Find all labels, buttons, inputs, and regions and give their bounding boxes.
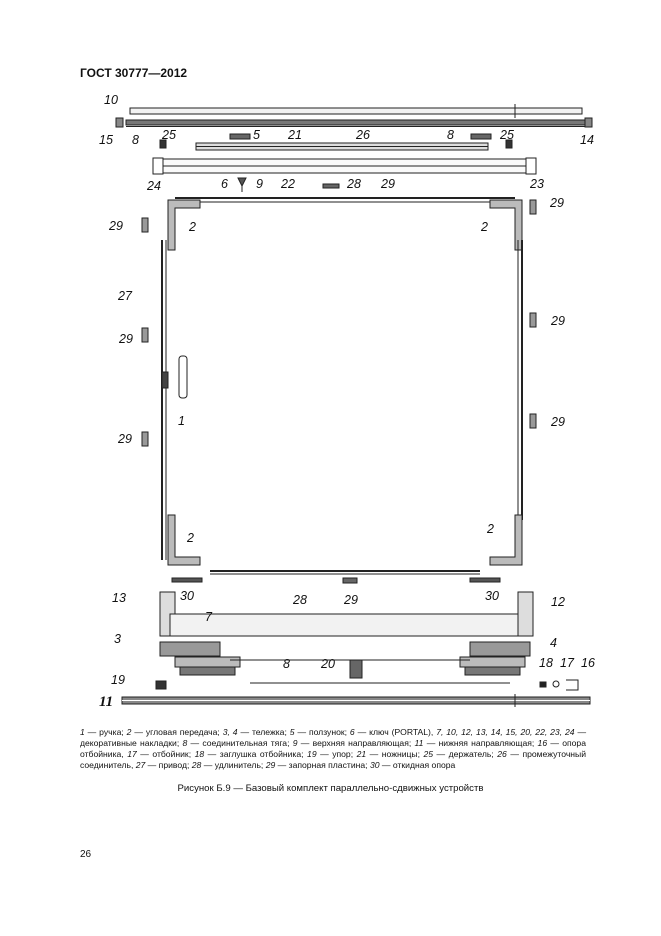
callout-12: 12 [551, 595, 565, 609]
callout-2: 2 [481, 220, 488, 234]
callout-30: 30 [180, 589, 194, 603]
callout-7: 7 [205, 610, 212, 624]
end-cap-right [585, 118, 592, 127]
slider-part [230, 134, 250, 139]
callout-28: 28 [347, 177, 361, 191]
decor-block-20 [350, 660, 362, 678]
callout-29: 29 [551, 415, 565, 429]
callout-5: 5 [253, 128, 260, 142]
callout-8: 8 [132, 133, 139, 147]
strike-plate [530, 200, 536, 214]
top-guide-rail [126, 120, 588, 125]
strike-plate [530, 414, 536, 428]
callout-14: 14 [580, 133, 594, 147]
slider-part-right [471, 134, 491, 139]
callout-25: 25 [162, 128, 176, 142]
strike-plate [142, 218, 148, 232]
figure-caption: Рисунок Б.9 — Базовый комплект параллельно-сдвижных устройств [177, 783, 484, 794]
callout-29: 29 [109, 219, 123, 233]
legend-item: 30 — откидная опора [369, 760, 456, 770]
buffer-support [566, 680, 578, 690]
callout-4: 4 [550, 636, 557, 650]
carriage-cover-strip [170, 614, 518, 636]
corner-drive-top-right [490, 200, 522, 250]
callout-11: 11 [99, 694, 114, 710]
legend-item: 29 — запорная пластина; [265, 760, 370, 770]
buffer-cap [540, 682, 546, 687]
corner-drive-bottom-left [168, 515, 200, 565]
callout-2: 2 [187, 531, 194, 545]
callout-6: 6 [221, 177, 228, 191]
cover-cap-right [526, 158, 536, 174]
stop-part [156, 681, 166, 689]
strike-plate [142, 328, 148, 342]
callout-29: 29 [118, 432, 132, 446]
callout-16: 16 [581, 656, 595, 670]
callout-20: 20 [321, 657, 335, 671]
legend-item: 3, 4 — тележка; [222, 727, 290, 737]
callout-18: 18 [539, 656, 553, 670]
end-cap-left [116, 118, 123, 127]
callout-3: 3 [114, 632, 121, 646]
callout-21: 21 [288, 128, 302, 142]
corner-drive-bottom-right [490, 515, 522, 565]
strike-plate [343, 578, 357, 583]
legend-item: 28 — удлинитель; [191, 760, 266, 770]
callout-28: 28 [293, 593, 307, 607]
callout-13: 13 [112, 591, 126, 605]
strike-plate [142, 432, 148, 446]
carriage-left [160, 642, 220, 656]
callout-1: 1 [178, 414, 185, 428]
callout-26: 26 [356, 128, 370, 142]
legend-item: 2 — угловая передача; [126, 727, 223, 737]
callout-24: 24 [147, 179, 161, 193]
callout-10: 10 [104, 93, 118, 107]
callout-29: 29 [551, 314, 565, 328]
legend-item: 16 — опора отбойника, [80, 738, 586, 759]
page-number: 26 [80, 849, 92, 860]
top-decor-rail [130, 108, 582, 114]
legend-item: 25 — держатель; [423, 749, 498, 759]
callout-17: 17 [560, 656, 574, 670]
callout-29: 29 [344, 593, 358, 607]
callout-29: 29 [119, 332, 133, 346]
legend-item: 27 — привод; [135, 760, 192, 770]
legend-item: 8 — соединительная тяга; [182, 738, 293, 748]
carriage-right [470, 642, 530, 656]
legend-item: 17 — отбойник; [127, 749, 195, 759]
callout-23: 23 [530, 177, 544, 191]
legend-item: 9 — верхняя направляющая; [292, 738, 415, 748]
legend-item: 11 — нижняя направляющая; [414, 738, 538, 748]
key-part [238, 178, 246, 186]
callout-30: 30 [485, 589, 499, 603]
legend-item: 5 — ползунок; [289, 727, 350, 737]
tilt-support-right [470, 578, 500, 582]
legend-item: 7, 10, 12, 13, 14, 15, 20, 22, 23, 24 — декоративные накладки; [80, 727, 587, 748]
callout-29: 29 [550, 196, 564, 210]
decor-cover-right [518, 592, 533, 636]
strike-plate [530, 313, 536, 327]
callout-8: 8 [283, 657, 290, 671]
callout-22: 22 [281, 177, 295, 191]
handle-part [179, 356, 187, 398]
figure-legend [80, 727, 586, 771]
callout-29: 29 [381, 177, 395, 191]
tilt-support-left [172, 578, 202, 582]
callout-2: 2 [189, 220, 196, 234]
callout-8: 8 [447, 128, 454, 142]
legend-item: 26 — промежуточный соединитель, [80, 749, 587, 770]
callout-27: 27 [118, 289, 132, 303]
callout-19: 19 [111, 673, 125, 687]
buffer [553, 681, 559, 687]
document-header: ГОСТ 30777—2012 [80, 66, 188, 80]
legend-item: 21 — ножницы; [356, 749, 424, 759]
callout-15: 15 [99, 133, 113, 147]
callout-25: 25 [500, 128, 514, 142]
callout-2: 2 [487, 522, 494, 536]
extension-part-top [323, 184, 339, 188]
callout-9: 9 [256, 177, 263, 191]
legend-item: 19 — упор; [307, 749, 357, 759]
legend-item: 6 — ключ (PORTAL), [349, 727, 437, 737]
legend-item: 1 — ручка; [80, 727, 127, 737]
legend-item: 18 — заглушка отбойника; [194, 749, 308, 759]
cover-cap-left [153, 158, 163, 174]
